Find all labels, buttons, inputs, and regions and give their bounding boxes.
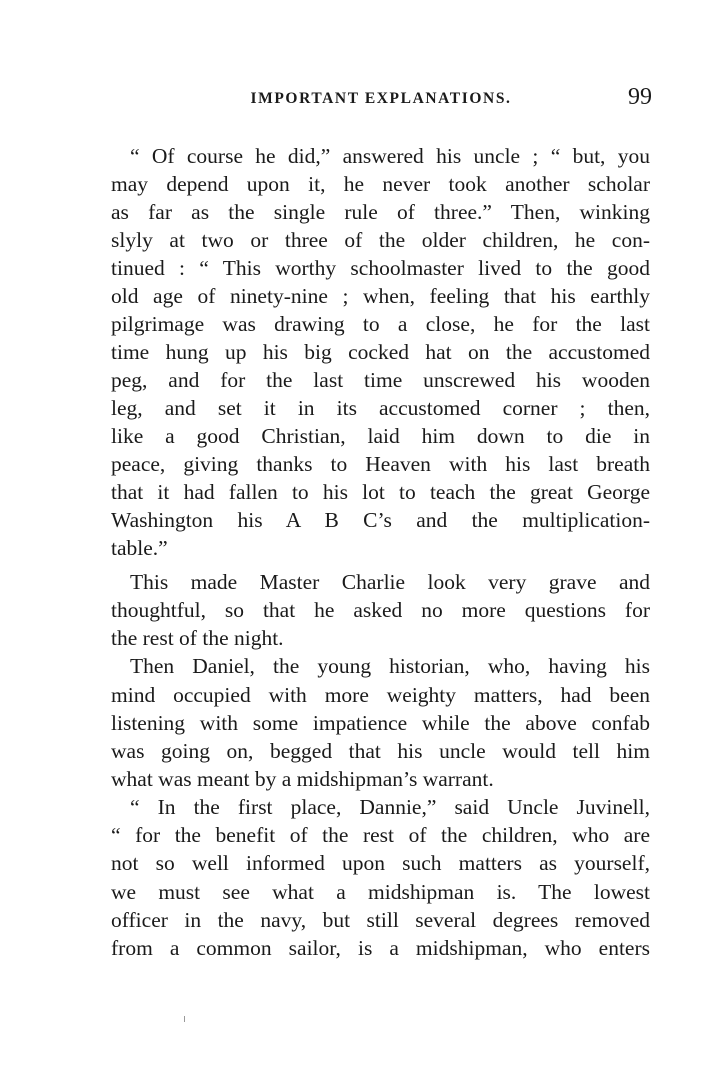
text-line: like a good Christian, laid him down to die in [111,424,650,448]
text-line: “ Of course he did,” answered his uncle ; “ but, you [130,144,650,168]
text-line: what was meant by a midshipman’s warrant. [111,767,494,791]
text-line: Washington his A B C’s and the multiplication- [111,508,650,532]
text-line: listening with some impatience while the above confab [111,711,650,735]
text-line: may depend upon it, he never took another scholar [111,172,650,196]
text-line: thoughtful, so that he asked no more questions for [111,598,650,622]
text-line: from a common sailor, is a midshipman, who enters [111,936,650,960]
text-line: not so well informed upon such matters as yourself, [111,851,650,875]
text-line: slyly at two or three of the older children, he con- [111,228,650,252]
running-title: IMPORTANT EXPLANATIONS. [250,90,512,107]
text-line: table.” [111,536,168,560]
text-line: peace, giving thanks to Heaven with his last breath [111,452,650,476]
text-line: pilgrimage was drawing to a close, he for the last [111,312,650,336]
text-line: “ In the first place, Dannie,” said Uncle Juvinell, [130,795,650,819]
text-line: officer in the navy, but still several degrees removed [111,908,650,932]
text-line: time hung up his big cocked hat on the accustomed [111,340,650,364]
scan-mark [184,1016,185,1022]
text-line: leg, and set it in its accustomed corner ; then, [111,396,650,420]
text-line: Then Daniel, the young historian, who, having his [130,654,650,678]
text-line: as far as the single rule of three.” Then, winking [111,200,650,224]
text-line: we must see what a midshipman is. The lowest [111,880,650,904]
text-line: peg, and for the last time unscrewed his wooden [111,368,650,392]
text-line: old age of ninety-nine ; when, feeling that his earthly [111,284,650,308]
text-line: mind occupied with more weighty matters, had been [111,683,650,707]
page-number: 99 [628,84,652,110]
text-line: “ for the benefit of the rest of the children, who are [111,823,650,847]
text-line: tinued : “ This worthy schoolmaster lived to the good [111,256,650,280]
text-line: the rest of the night. [111,626,284,650]
text-line: that it had fallen to his lot to teach the great George [111,480,650,504]
running-head [0,84,720,112]
text-line: was going on, begged that his uncle would tell him [111,739,650,763]
text-line: This made Master Charlie look very grave and [130,570,650,594]
